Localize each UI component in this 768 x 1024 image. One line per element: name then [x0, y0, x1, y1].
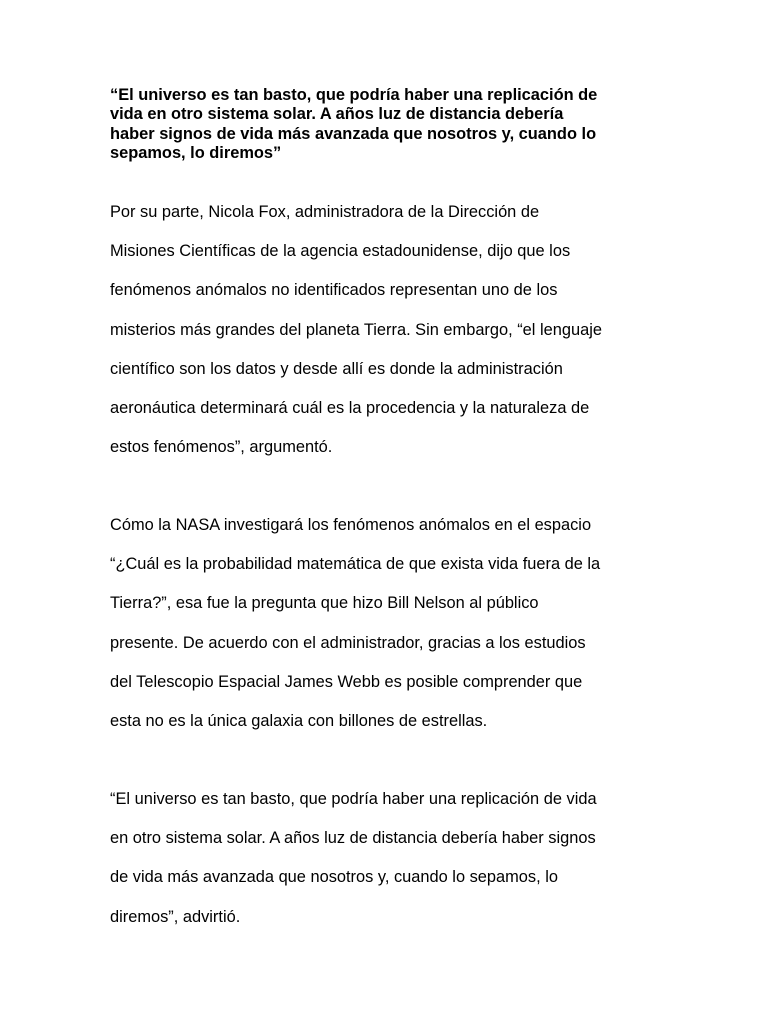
- paragraph-line: del Telescopio Espacial James Webb es posible comprender que: [110, 672, 583, 691]
- paragraph-line: en otro sistema solar. A años luz de distancia debería haber signos: [110, 829, 596, 848]
- heading-line: haber signos de vida más avanzada que nosotros y, cuando lo: [110, 124, 597, 143]
- paragraph-line: “¿Cuál es la probabilidad matemática de que exista vida fuera de la: [110, 555, 601, 574]
- paragraph-line: diremos”, advirtió.: [110, 907, 241, 926]
- paragraph-line: de vida más avanzada que nosotros y, cuando lo sepamos, lo: [110, 868, 558, 887]
- paragraph-line: Tierra?”, esa fue la pregunta que hizo Bill Nelson al público: [110, 594, 539, 613]
- paragraph-line: Cómo la NASA investigará los fenómenos anómalos en el espacio: [110, 516, 592, 534]
- paragraph-line: Misiones Científicas de la agencia estadounidense, dijo que los: [110, 242, 571, 261]
- paragraph-nasa-investigation: [110, 506, 690, 741]
- paragraph-line: fenómenos anómalos no identificados representan uno de los: [110, 281, 558, 300]
- paragraph-line: científico son los datos y desde allí es donde la administración: [110, 359, 563, 378]
- paragraph-quote: [110, 780, 690, 937]
- paragraph-line: misterios más grandes del planeta Tierra. Sin embargo, “el lenguaje: [110, 320, 602, 339]
- paragraph-line: estos fenómenos”, argumentó.: [110, 438, 333, 457]
- paragraph-line: presente. De acuerdo con el administrador, gracias a los estudios: [110, 633, 586, 652]
- paragraph-nicola-fox: [110, 193, 690, 467]
- paragraph-line: aeronáutica determinará cuál es la procedencia y la naturaleza de: [110, 399, 590, 418]
- paragraph-line: Por su parte, Nicola Fox, administradora de la Dirección de: [110, 203, 540, 221]
- heading-line: “El universo es tan basto, que podría haber una replicación de: [110, 86, 598, 104]
- pull-quote-heading: [110, 86, 670, 163]
- paragraph-line: “El universo es tan basto, que podría haber una replicación de vida: [110, 790, 597, 808]
- heading-line: sepamos, lo diremos”: [110, 143, 282, 162]
- heading-line: vida en otro sistema solar. A años luz de distancia debería: [110, 105, 564, 124]
- paragraph-line: esta no es la única galaxia con billones de estrellas.: [110, 712, 488, 731]
